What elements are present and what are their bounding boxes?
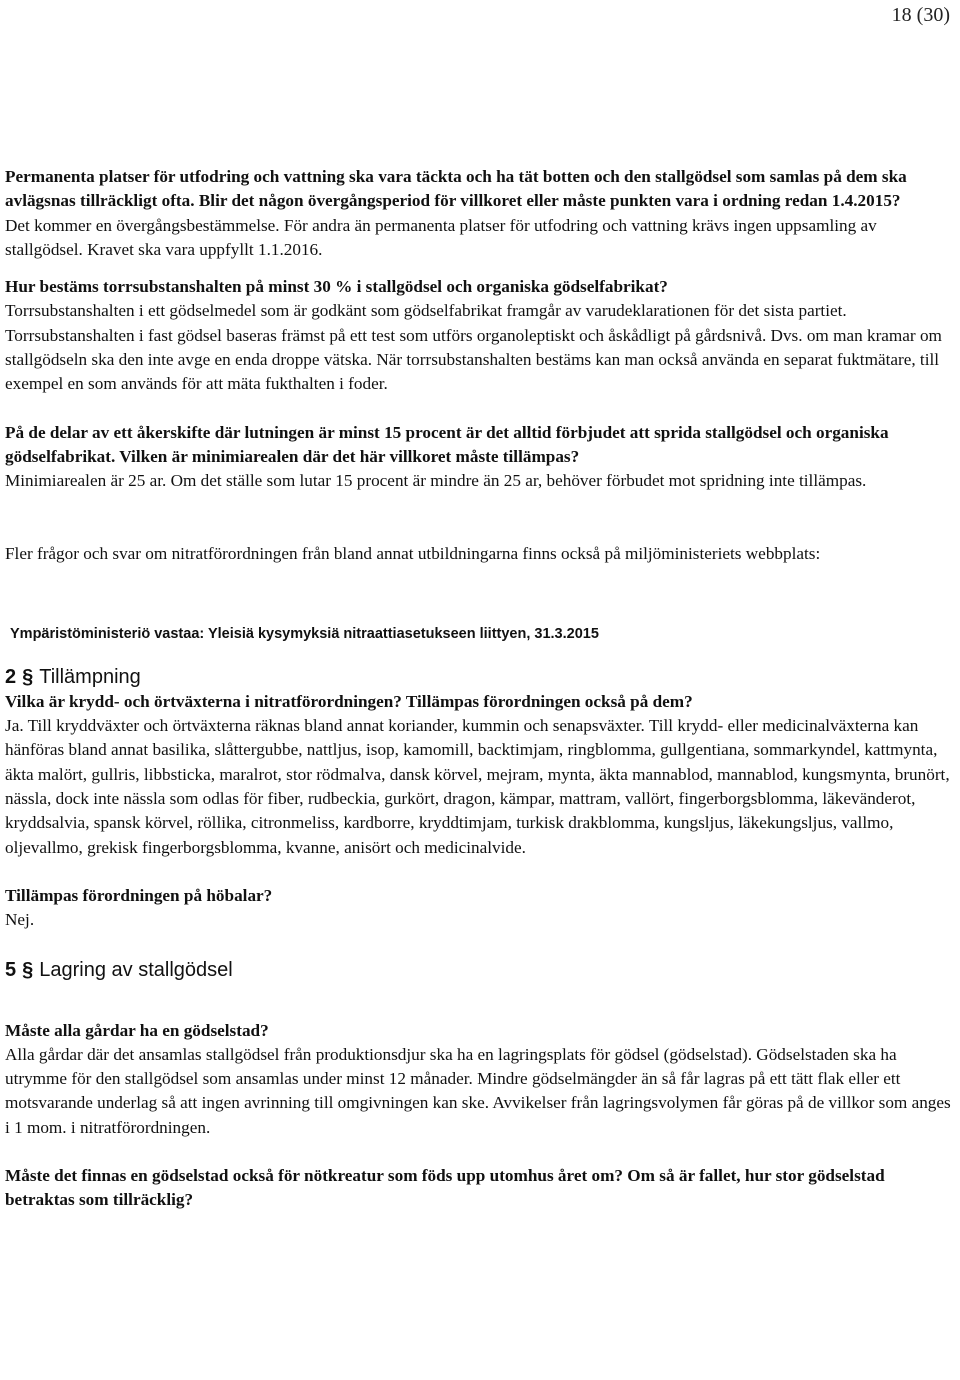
- qa-outdoor-cattle: [5, 1164, 957, 1213]
- more-info-text: Fler frågor och svar om nitratförordningen från bland annat utbildningarna finns också på miljöministeriets webbplats:: [5, 543, 821, 563]
- answer-text: Nej.: [5, 910, 35, 930]
- answer-text: Minimiarealen är 25 ar. Om det ställe som lutar 15 procent är mindre än 25 ar, behöver förbudet mot spridning inte tillämpas.: [5, 471, 867, 491]
- page-content: [5, 165, 957, 1213]
- qa-transition-period: [5, 165, 957, 262]
- section-number: 5: [5, 958, 17, 981]
- question-text: På de delar av ett åkerskifte där lutningen är minst 15 procent är det alltid förbjudet att sprida stallgödsel och organiska gödselfabrikat. Vilken är minimiarealen där det här villkoret måste tillämpas?: [5, 422, 889, 466]
- question-text: Tillämpas förordningen på höbalar?: [5, 885, 273, 905]
- question-text: Måste alla gårdar ha en gödselstad?: [5, 1020, 269, 1040]
- question-text: Permanenta platser för utfodring och vattning ska vara täckta och ha tät botten och den stallgödsel som samlas på dem ska avlägsnas tillräckligt ofta. Blir det någon övergångsperiod för villkoret eller måste punkten vara i ordning redan 1.4.2015?: [5, 167, 907, 211]
- section-heading-5: [5, 957, 957, 983]
- question-text: Måste det finnas en gödselstad också för nötkreatur som föds upp utomhus året om? Om så är fallet, hur stor gödselstad betraktas som tillräcklig?: [5, 1166, 885, 1210]
- answer-text: Torrsubstanshalten i ett gödselmedel som är godkänt som gödselfabrikat framgår av varudeklarationen för det sista partiet. Torrsubstanshalten i fast gödsel baseras främst på ett test som utförs organoleptiskt och åskådligt på gårdsnivå. Dvs. om man kramar om stallgödseln ska den inte avge en enda droppe vätska. När torrsubstanshalten bestäms kan man också använda en separat fuktmätare, till exempel en som används för att mäta fukthalten i foder.: [5, 301, 942, 394]
- section-title: Tillämpning: [39, 665, 141, 688]
- paragraph-symbol: §: [22, 958, 34, 981]
- question-text: Vilka är krydd- och örtväxterna i nitratförordningen? Tillämpas förordningen också på dem?: [5, 691, 693, 711]
- qa-herbs: [5, 690, 957, 860]
- answer-text: Alla gårdar där det ansamlas stallgödsel från produktionsdjur ska ha en lagringsplats för gödsel (gödselstad). Gödselstaden ska ha utrymme för den stallgödsel som ansamlas under minst 12 månader. Mindre gödselmängder än så får lagras på ett tätt flak eller ett motsvarande underlag så att ingen avrinning till omgivningen kan ske. Avvikelser från lagringsvolymen får göras på de villkor som anges i 1 mom. i nitratförordningen.: [5, 1044, 951, 1137]
- qa-dry-matter: [5, 275, 957, 396]
- qa-hay-bales: [5, 884, 957, 933]
- question-text: Hur bestäms torrsubstanshalten på minst 30 % i stallgödsel och organiska gödselfabrikat?: [5, 277, 668, 297]
- section-heading-2: [5, 664, 957, 690]
- qa-slope-area: [5, 421, 957, 494]
- reference-link[interactable]: Ympäristöministeriö vastaa: Yleisiä kysymyksiä nitraattiasetukseen liittyen, 31.3.2015: [10, 625, 599, 642]
- answer-text: Det kommer en övergångsbestämmelse. För andra än permanenta platser för utfodring och vattning krävs ingen uppsamling av stallgödsel. Kravet ska vara uppfyllt 1.1.2016.: [5, 215, 877, 259]
- section-title: Lagring av stallgödsel: [39, 958, 233, 981]
- answer-text: Ja. Till kryddväxter och örtväxterna räknas bland annat koriander, kummin och senapsväxter. Till krydd- eller medicinalväxterna kan hänföras bland annat basilika, slåttergubbe, nattljus, isop, kamomill, backtimjam, ringblomma, gullgentiana, sommarkyndel, kattmynta, äkta malört, gullris, libbsticka, maralrot, stor rödmalva, dansk körvel, mejram, mynta, äkta mannablod, mannablod, kungsmynta, brunört, nässla, dock inte nässla som odlas för fiber, rudbeckia, gurkört, dragon, kämpar, mattram, vallört, fingerborgsblomma, läkevänderot, kryddsalvia, spansk körvel, röllika, citronmeliss, kardborre, kryddtimjam, turkisk drakblomma, kungsljus, läkekungsljus, vallmo, oljevallmo, grekisk fingerborgsblomma, kvanne, anisört och medicinalvide.: [5, 716, 950, 857]
- section-number: 2: [5, 665, 17, 688]
- page-number: 18 (30): [891, 4, 950, 26]
- paragraph-symbol: §: [22, 665, 34, 688]
- qa-manure-storage: [5, 1019, 957, 1140]
